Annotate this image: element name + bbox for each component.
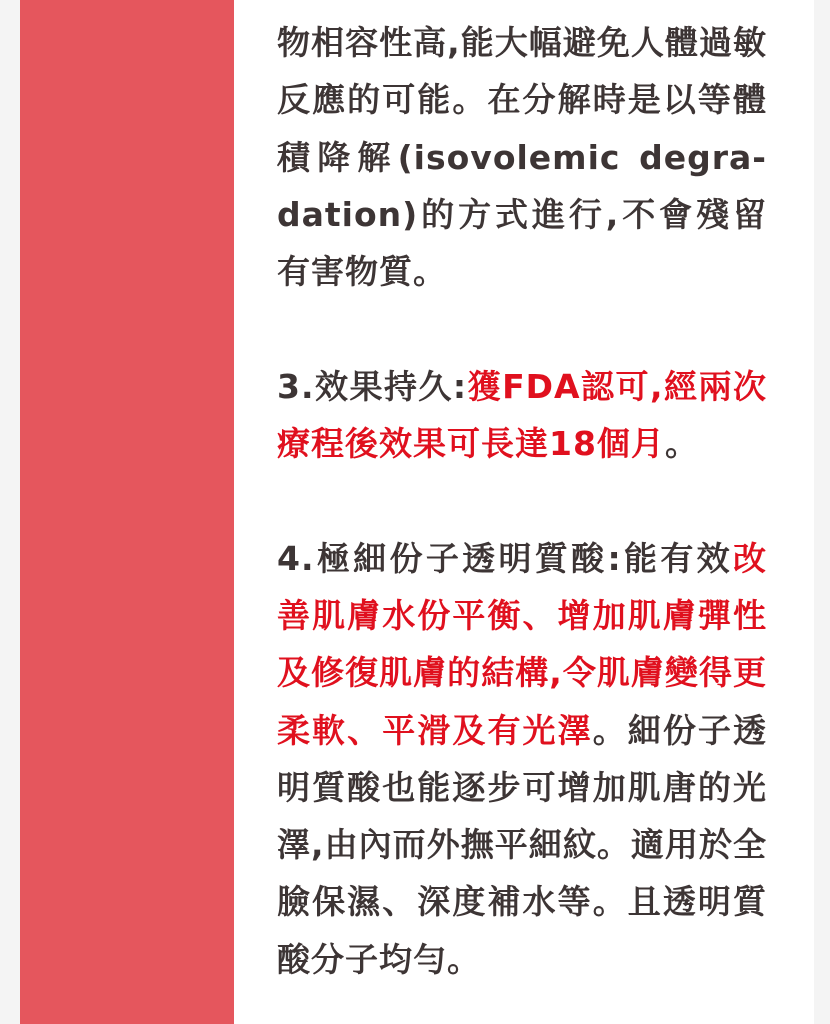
text-segment: 3.效果持久: bbox=[277, 366, 468, 406]
highlight-segment: 改善肌膚水份平衡、增加肌膚彈性及修復肌膚的結構,令肌膚變得更柔軟、平滑及有光澤 bbox=[277, 538, 767, 750]
text-segment: 。 bbox=[664, 424, 699, 464]
paragraph-gap bbox=[277, 300, 767, 357]
highlight-segment: 獲FDA認可,經兩次療程後效果可長達18個月 bbox=[277, 366, 768, 464]
decorative-red-band bbox=[20, 0, 234, 1024]
paragraph-gap bbox=[277, 472, 767, 529]
text-segment: 物相容性高,能大幅避免人體過敏反應的可能。在分解時是以等體積降解(isovolemic degra-dation)的方式進行,不會殘留有害物質。 bbox=[277, 23, 767, 292]
article-text bbox=[277, 14, 767, 988]
text-segment: 4.極細份子透明質酸:能有效 bbox=[277, 538, 733, 578]
paragraph-hyaluronic-acid bbox=[277, 530, 767, 988]
text-segment: 。細份子透明質酸也能逐步可增加肌唐的光澤,由內而外撫平細紋。適用於全臉保濕、深度補水等。且透明質酸分子均勻。 bbox=[277, 710, 768, 979]
paragraph-biocompatibility bbox=[277, 14, 767, 300]
paragraph-long-lasting bbox=[277, 358, 767, 473]
